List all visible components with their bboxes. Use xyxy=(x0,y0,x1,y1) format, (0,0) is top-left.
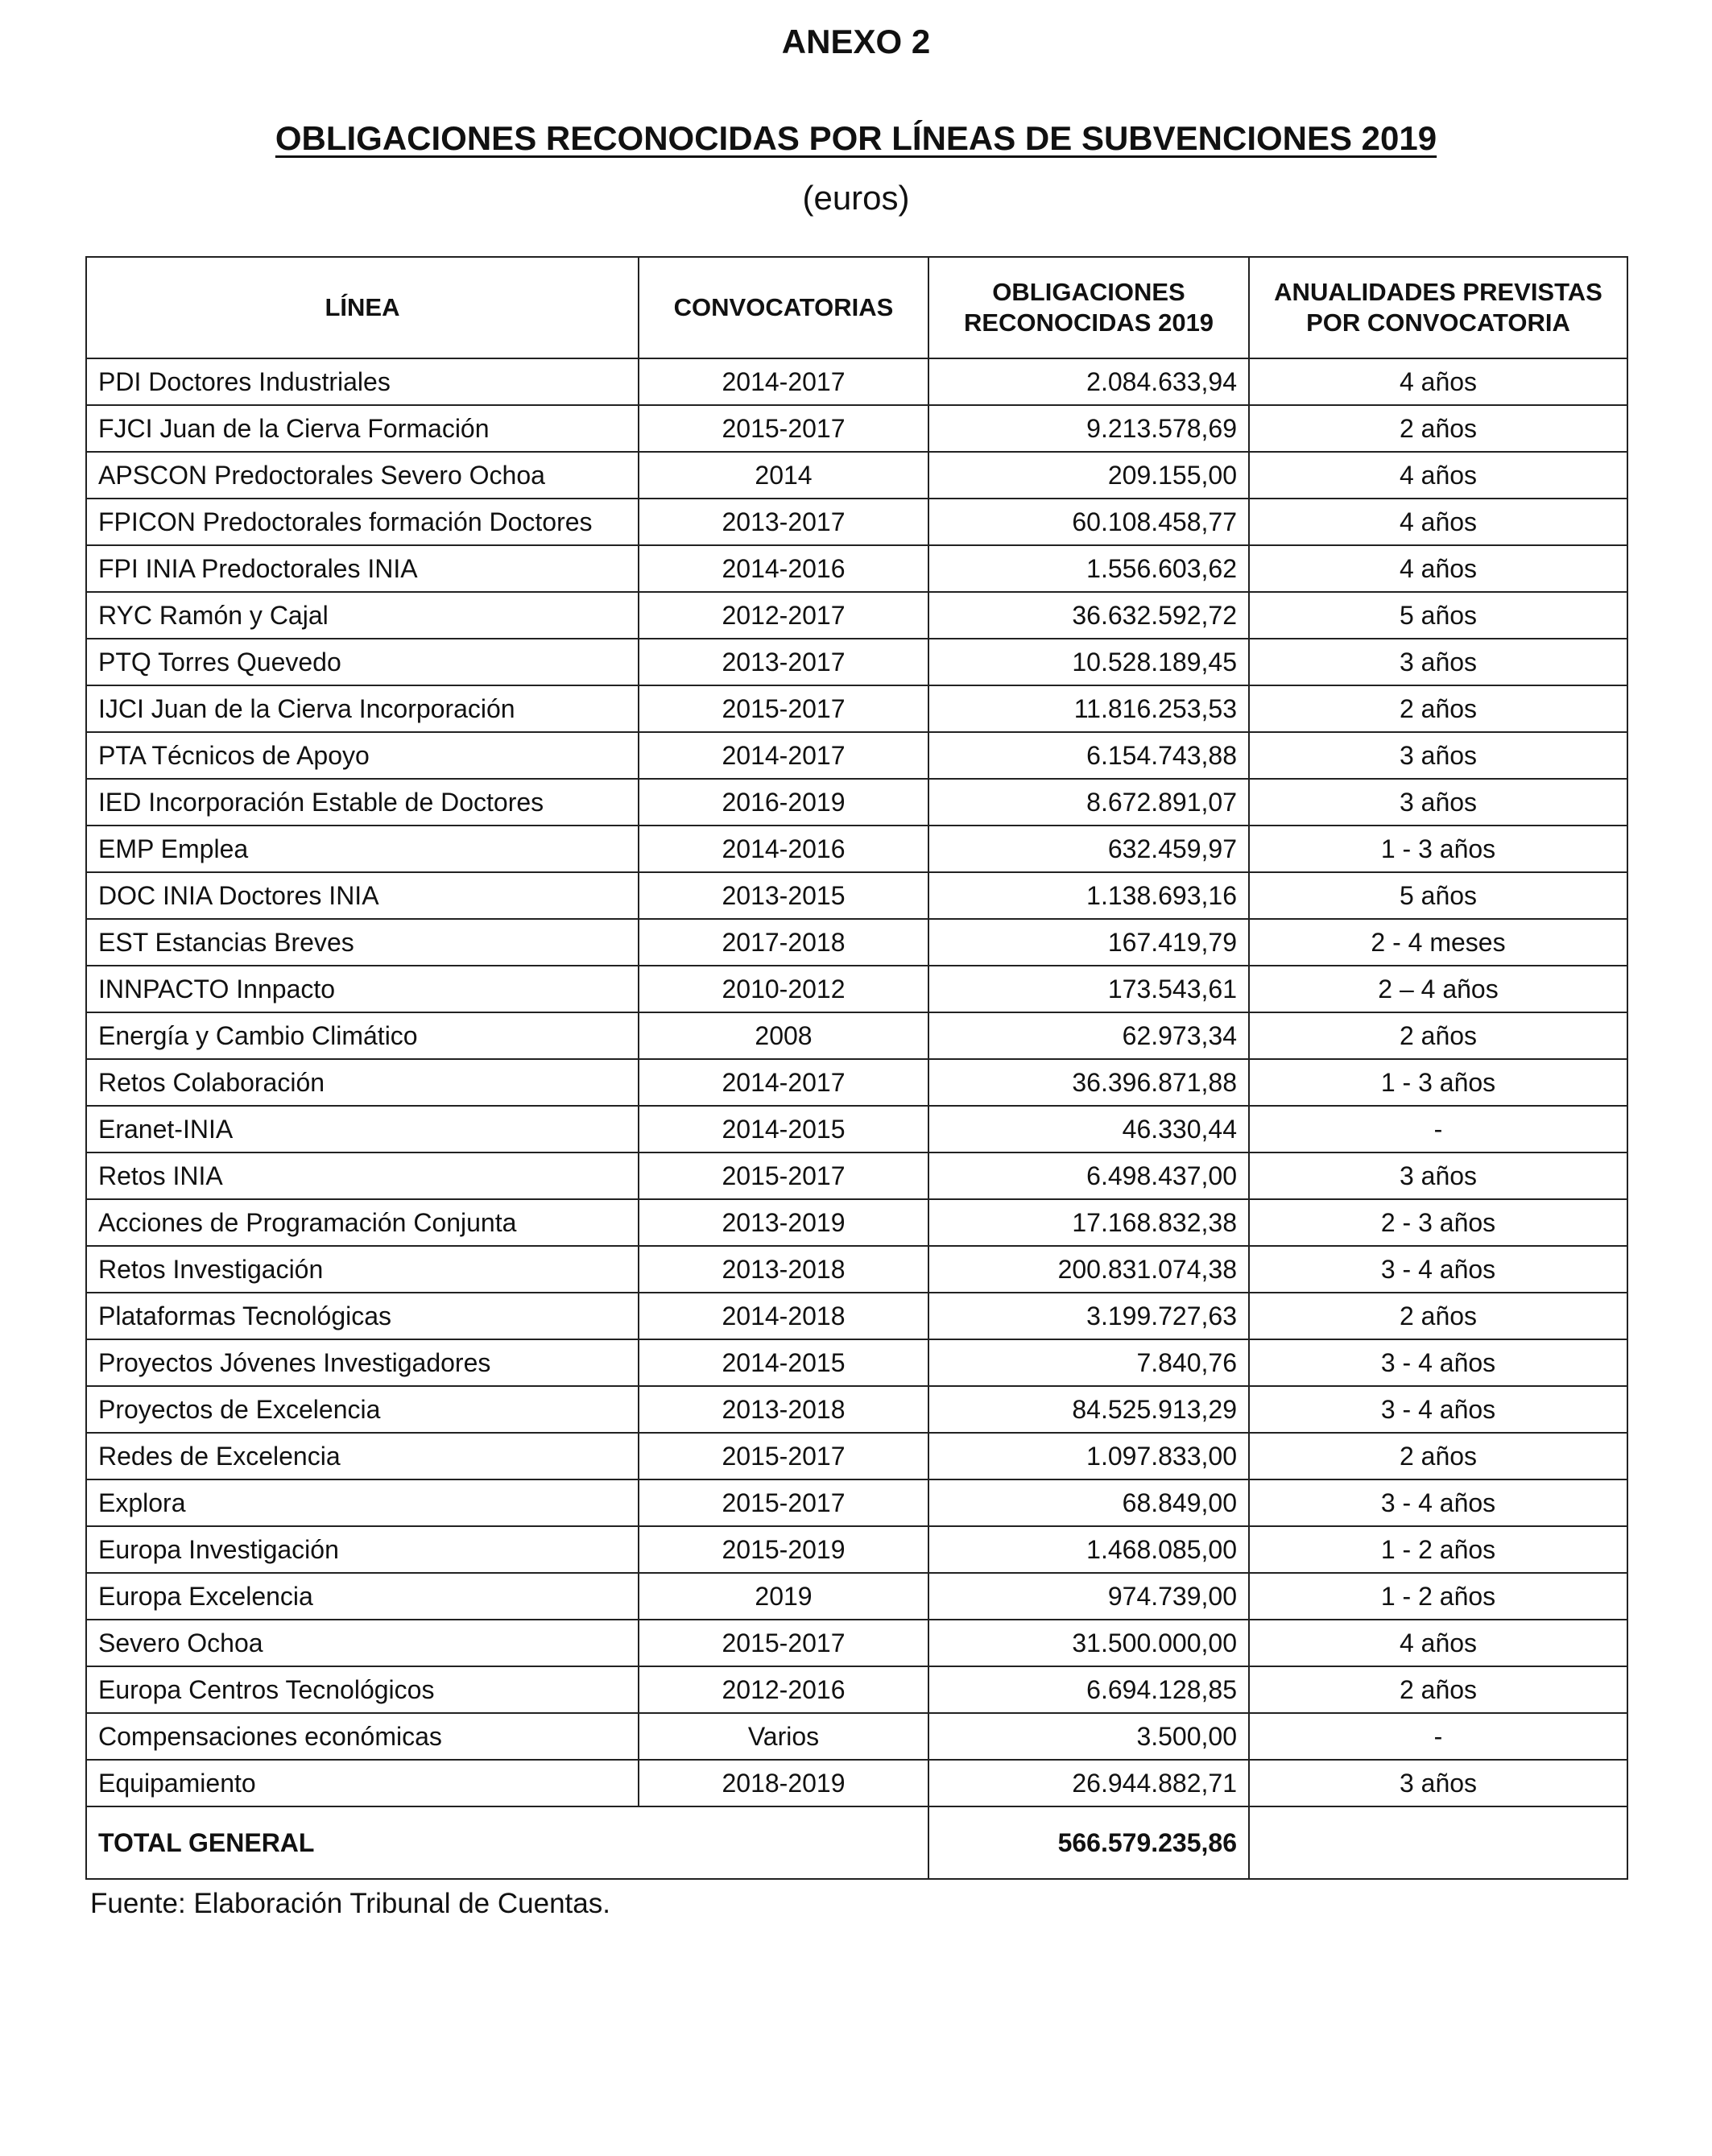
cell-linea: Explora xyxy=(86,1479,639,1526)
cell-convocatorias: 2013-2017 xyxy=(639,639,928,685)
cell-linea: Redes de Excelencia xyxy=(86,1433,639,1479)
cell-convocatorias: 2015-2017 xyxy=(639,405,928,452)
cell-convocatorias: 2014-2017 xyxy=(639,732,928,779)
cell-anualidades: 4 años xyxy=(1249,358,1627,405)
cell-convocatorias: 2016-2019 xyxy=(639,779,928,826)
cell-anualidades: 2 años xyxy=(1249,1293,1627,1339)
cell-linea: Europa Excelencia xyxy=(86,1573,639,1620)
cell-convocatorias: 2015-2017 xyxy=(639,1479,928,1526)
total-value: 566.579.235,86 xyxy=(928,1806,1249,1879)
cell-linea: FJCI Juan de la Cierva Formación xyxy=(86,405,639,452)
cell-linea: Europa Investigación xyxy=(86,1526,639,1573)
cell-convocatorias: 2014-2016 xyxy=(639,545,928,592)
cell-convocatorias: 2015-2017 xyxy=(639,1152,928,1199)
cell-obligaciones: 3.199.727,63 xyxy=(928,1293,1249,1339)
table-row xyxy=(86,1246,1627,1293)
cell-convocatorias: 2013-2017 xyxy=(639,499,928,545)
subsidies-table xyxy=(85,256,1628,1880)
cell-anualidades: 2 años xyxy=(1249,1666,1627,1713)
cell-anualidades: 3 años xyxy=(1249,1760,1627,1806)
cell-convocatorias: Varios xyxy=(639,1713,928,1760)
table-row xyxy=(86,919,1627,966)
cell-linea: IJCI Juan de la Cierva Incorporación xyxy=(86,685,639,732)
cell-obligaciones: 974.739,00 xyxy=(928,1573,1249,1620)
cell-convocatorias: 2019 xyxy=(639,1573,928,1620)
cell-anualidades: 4 años xyxy=(1249,452,1627,499)
table-row xyxy=(86,1106,1627,1152)
cell-anualidades: - xyxy=(1249,1713,1627,1760)
cell-anualidades: 3 años xyxy=(1249,1152,1627,1199)
cell-convocatorias: 2014-2015 xyxy=(639,1106,928,1152)
cell-obligaciones: 62.973,34 xyxy=(928,1012,1249,1059)
table-row xyxy=(86,1199,1627,1246)
cell-anualidades: 1 - 3 años xyxy=(1249,826,1627,872)
table-row xyxy=(86,826,1627,872)
cell-obligaciones: 31.500.000,00 xyxy=(928,1620,1249,1666)
cell-linea: INNPACTO Innpacto xyxy=(86,966,639,1012)
table-row xyxy=(86,779,1627,826)
cell-obligaciones: 1.468.085,00 xyxy=(928,1526,1249,1573)
cell-anualidades: 5 años xyxy=(1249,592,1627,639)
cell-anualidades: 3 años xyxy=(1249,639,1627,685)
cell-obligaciones: 11.816.253,53 xyxy=(928,685,1249,732)
cell-linea: RYC Ramón y Cajal xyxy=(86,592,639,639)
table-row xyxy=(86,499,1627,545)
cell-anualidades: 2 años xyxy=(1249,1012,1627,1059)
header-anualidades: ANUALIDADES PREVISTAS POR CONVOCATORIA xyxy=(1249,257,1627,358)
table-row xyxy=(86,1713,1627,1760)
cell-convocatorias: 2014-2015 xyxy=(639,1339,928,1386)
cell-convocatorias: 2013-2019 xyxy=(639,1199,928,1246)
cell-convocatorias: 2018-2019 xyxy=(639,1760,928,1806)
cell-linea: PTQ Torres Quevedo xyxy=(86,639,639,685)
cell-obligaciones: 26.944.882,71 xyxy=(928,1760,1249,1806)
cell-obligaciones: 167.419,79 xyxy=(928,919,1249,966)
table-row xyxy=(86,1573,1627,1620)
cell-anualidades: 2 años xyxy=(1249,685,1627,732)
cell-convocatorias: 2017-2018 xyxy=(639,919,928,966)
cell-linea: Retos INIA xyxy=(86,1152,639,1199)
cell-obligaciones: 7.840,76 xyxy=(928,1339,1249,1386)
cell-linea: Severo Ochoa xyxy=(86,1620,639,1666)
table-row xyxy=(86,1760,1627,1806)
table-row xyxy=(86,1526,1627,1573)
cell-obligaciones: 173.543,61 xyxy=(928,966,1249,1012)
cell-linea: EMP Emplea xyxy=(86,826,639,872)
table-row xyxy=(86,1620,1627,1666)
cell-linea: Equipamiento xyxy=(86,1760,639,1806)
cell-obligaciones: 209.155,00 xyxy=(928,452,1249,499)
cell-anualidades: 4 años xyxy=(1249,1620,1627,1666)
cell-linea: APSCON Predoctorales Severo Ochoa xyxy=(86,452,639,499)
table-row xyxy=(86,545,1627,592)
cell-anualidades: - xyxy=(1249,1106,1627,1152)
cell-obligaciones: 46.330,44 xyxy=(928,1106,1249,1152)
table-row xyxy=(86,1666,1627,1713)
cell-linea: Proyectos de Excelencia xyxy=(86,1386,639,1433)
cell-obligaciones: 68.849,00 xyxy=(928,1479,1249,1526)
table-row xyxy=(86,1339,1627,1386)
cell-linea: Retos Investigación xyxy=(86,1246,639,1293)
table-row xyxy=(86,1293,1627,1339)
cell-linea: Retos Colaboración xyxy=(86,1059,639,1106)
cell-convocatorias: 2014-2017 xyxy=(639,358,928,405)
cell-anualidades: 3 años xyxy=(1249,779,1627,826)
table-row xyxy=(86,685,1627,732)
header-linea: LÍNEA xyxy=(86,257,639,358)
table-row xyxy=(86,639,1627,685)
cell-linea: Plataformas Tecnológicas xyxy=(86,1293,639,1339)
cell-anualidades: 1 - 3 años xyxy=(1249,1059,1627,1106)
cell-obligaciones: 6.154.743,88 xyxy=(928,732,1249,779)
cell-convocatorias: 2013-2018 xyxy=(639,1386,928,1433)
table-row xyxy=(86,872,1627,919)
cell-linea: Compensaciones económicas xyxy=(86,1713,639,1760)
cell-anualidades: 2 – 4 años xyxy=(1249,966,1627,1012)
total-empty-cell xyxy=(1249,1806,1627,1879)
cell-anualidades: 1 - 2 años xyxy=(1249,1526,1627,1573)
table-body xyxy=(86,358,1627,1806)
cell-anualidades: 3 - 4 años xyxy=(1249,1339,1627,1386)
cell-linea: PDI Doctores Industriales xyxy=(86,358,639,405)
cell-obligaciones: 1.138.693,16 xyxy=(928,872,1249,919)
cell-convocatorias: 2013-2018 xyxy=(639,1246,928,1293)
cell-obligaciones: 17.168.832,38 xyxy=(928,1199,1249,1246)
table-row xyxy=(86,358,1627,405)
cell-anualidades: 2 años xyxy=(1249,405,1627,452)
cell-anualidades: 3 - 4 años xyxy=(1249,1386,1627,1433)
table-row xyxy=(86,1012,1627,1059)
source-note: Fuente: Elaboración Tribunal de Cuentas. xyxy=(90,1888,610,1919)
table-row xyxy=(86,1152,1627,1199)
cell-obligaciones: 632.459,97 xyxy=(928,826,1249,872)
header-obligaciones: OBLIGACIONES RECONOCIDAS 2019 xyxy=(928,257,1249,358)
cell-obligaciones: 84.525.913,29 xyxy=(928,1386,1249,1433)
cell-convocatorias: 2008 xyxy=(639,1012,928,1059)
cell-obligaciones: 9.213.578,69 xyxy=(928,405,1249,452)
cell-anualidades: 3 años xyxy=(1249,732,1627,779)
cell-anualidades: 1 - 2 años xyxy=(1249,1573,1627,1620)
cell-convocatorias: 2012-2016 xyxy=(639,1666,928,1713)
cell-convocatorias: 2014 xyxy=(639,452,928,499)
cell-linea: FPICON Predoctorales formación Doctores xyxy=(86,499,639,545)
cell-obligaciones: 8.672.891,07 xyxy=(928,779,1249,826)
table-row xyxy=(86,1059,1627,1106)
table-row xyxy=(86,1479,1627,1526)
cell-linea: PTA Técnicos de Apoyo xyxy=(86,732,639,779)
table-header xyxy=(86,257,1627,358)
cell-linea: IED Incorporación Estable de Doctores xyxy=(86,779,639,826)
table-row xyxy=(86,452,1627,499)
cell-linea: FPI INIA Predoctorales INIA xyxy=(86,545,639,592)
cell-obligaciones: 1.097.833,00 xyxy=(928,1433,1249,1479)
cell-linea: Acciones de Programación Conjunta xyxy=(86,1199,639,1246)
total-row xyxy=(86,1806,1627,1879)
table-row xyxy=(86,1386,1627,1433)
cell-obligaciones: 6.694.128,85 xyxy=(928,1666,1249,1713)
cell-anualidades: 2 - 4 meses xyxy=(1249,919,1627,966)
cell-convocatorias: 2014-2016 xyxy=(639,826,928,872)
cell-obligaciones: 10.528.189,45 xyxy=(928,639,1249,685)
cell-linea: Eranet-INIA xyxy=(86,1106,639,1152)
table-row xyxy=(86,966,1627,1012)
total-label: TOTAL GENERAL xyxy=(86,1806,928,1879)
cell-convocatorias: 2015-2017 xyxy=(639,1620,928,1666)
cell-convocatorias: 2015-2017 xyxy=(639,685,928,732)
table-row xyxy=(86,1433,1627,1479)
cell-linea: Europa Centros Tecnológicos xyxy=(86,1666,639,1713)
cell-obligaciones: 3.500,00 xyxy=(928,1713,1249,1760)
cell-convocatorias: 2012-2017 xyxy=(639,592,928,639)
header-row xyxy=(86,257,1627,358)
table-row xyxy=(86,405,1627,452)
cell-convocatorias: 2013-2015 xyxy=(639,872,928,919)
cell-anualidades: 4 años xyxy=(1249,545,1627,592)
cell-linea: Proyectos Jóvenes Investigadores xyxy=(86,1339,639,1386)
header-convocatorias: CONVOCATORIAS xyxy=(639,257,928,358)
cell-obligaciones: 1.556.603,62 xyxy=(928,545,1249,592)
cell-obligaciones: 36.396.871,88 xyxy=(928,1059,1249,1106)
cell-convocatorias: 2010-2012 xyxy=(639,966,928,1012)
cell-convocatorias: 2014-2017 xyxy=(639,1059,928,1106)
cell-obligaciones: 6.498.437,00 xyxy=(928,1152,1249,1199)
currency-subtitle: (euros) xyxy=(802,179,910,217)
cell-obligaciones: 36.632.592,72 xyxy=(928,592,1249,639)
cell-convocatorias: 2015-2017 xyxy=(639,1433,928,1479)
table-row xyxy=(86,592,1627,639)
cell-linea: Energía y Cambio Climático xyxy=(86,1012,639,1059)
cell-anualidades: 3 - 4 años xyxy=(1249,1479,1627,1526)
cell-anualidades: 3 - 4 años xyxy=(1249,1246,1627,1293)
table-footer xyxy=(86,1806,1627,1879)
table-row xyxy=(86,732,1627,779)
cell-linea: DOC INIA Doctores INIA xyxy=(86,872,639,919)
cell-obligaciones: 2.084.633,94 xyxy=(928,358,1249,405)
cell-anualidades: 2 años xyxy=(1249,1433,1627,1479)
cell-obligaciones: 60.108.458,77 xyxy=(928,499,1249,545)
page-title: OBLIGACIONES RECONOCIDAS POR LÍNEAS DE SUBVENCIONES 2019 xyxy=(275,119,1437,157)
cell-obligaciones: 200.831.074,38 xyxy=(928,1246,1249,1293)
cell-convocatorias: 2015-2019 xyxy=(639,1526,928,1573)
cell-convocatorias: 2014-2018 xyxy=(639,1293,928,1339)
cell-anualidades: 4 años xyxy=(1249,499,1627,545)
cell-anualidades: 2 - 3 años xyxy=(1249,1199,1627,1246)
cell-linea: EST Estancias Breves xyxy=(86,919,639,966)
cell-anualidades: 5 años xyxy=(1249,872,1627,919)
annex-heading: ANEXO 2 xyxy=(781,23,931,60)
